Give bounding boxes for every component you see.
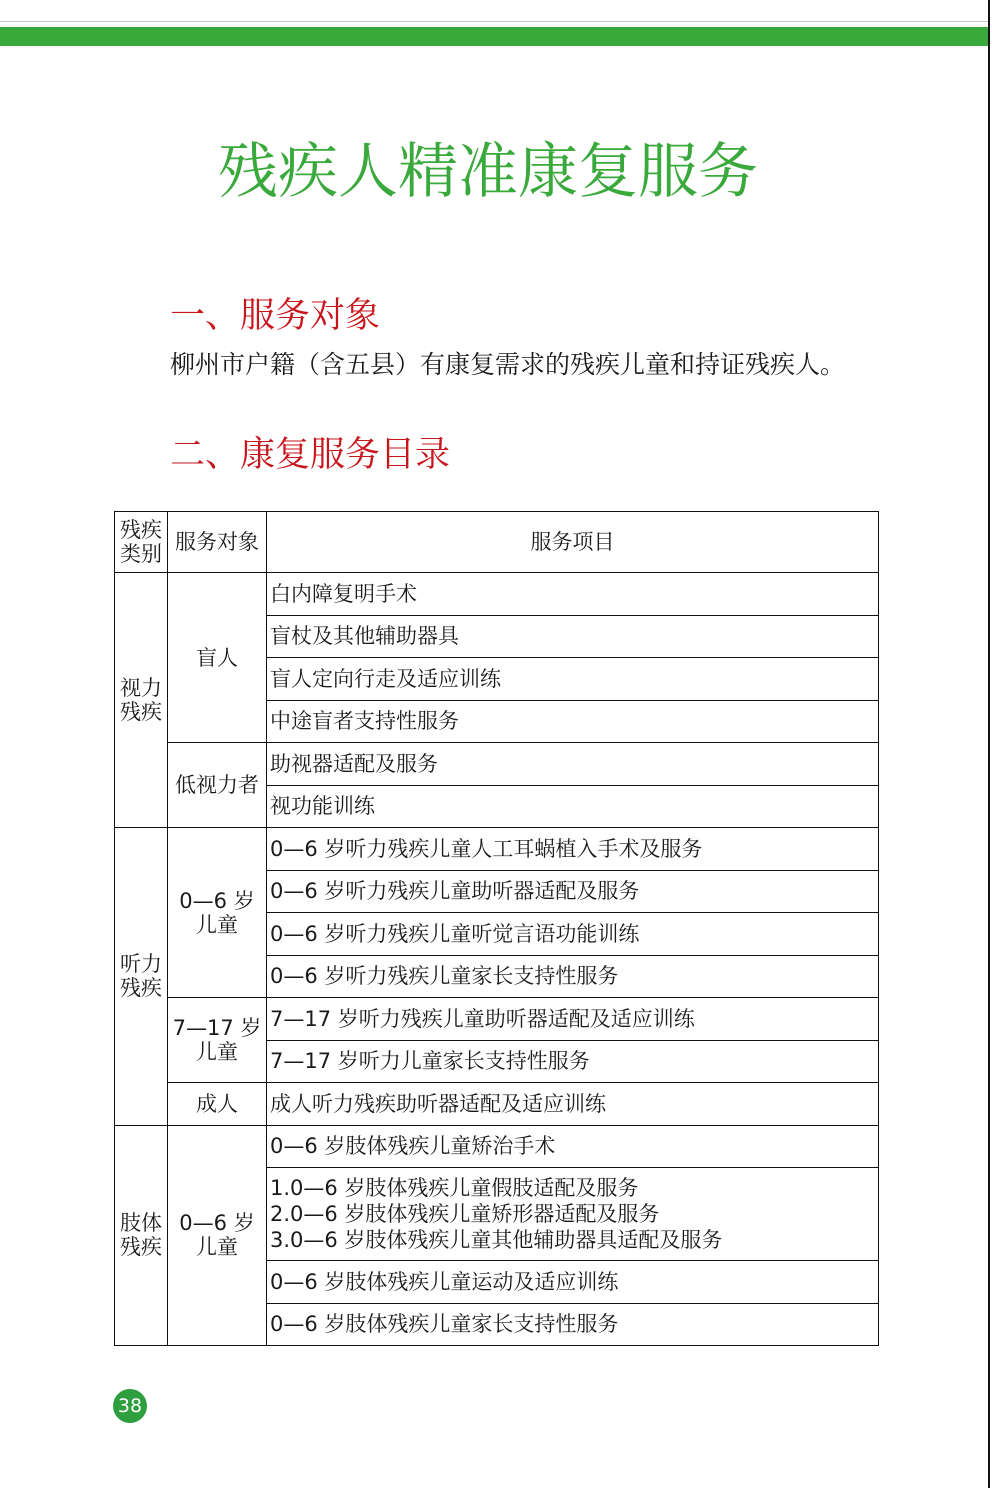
service-item-cell: 0—6 岁肢体残疾儿童矫治手术 <box>267 1125 879 1168</box>
header-disability-category: 残疾 类别 <box>115 512 168 573</box>
section-heading-service-target: 一、服务对象 <box>170 296 381 336</box>
service-target-cell: 0—6 岁 儿童 <box>168 1125 267 1346</box>
service-target-cell: 0—6 岁 儿童 <box>168 828 267 998</box>
service-target-cell: 7—17 岁 儿童 <box>168 998 267 1083</box>
disability-category-cell: 肢体 残疾 <box>115 1125 168 1346</box>
service-target-cell: 成人 <box>168 1083 267 1126</box>
service-item-cell: 中途盲者支持性服务 <box>267 700 879 743</box>
service-item-cell: 0—6 岁听力残疾儿童人工耳蜗植入手术及服务 <box>267 828 879 871</box>
table-row <box>115 998 879 1041</box>
table-row <box>115 573 879 616</box>
service-item-cell: 盲人定向行走及适应训练 <box>267 658 879 701</box>
service-item-cell: 视功能训练 <box>267 785 879 828</box>
service-item-cell: 0—6 岁听力残疾儿童家长支持性服务 <box>267 955 879 998</box>
table-row <box>115 828 879 871</box>
service-item-cell: 7—17 岁听力儿童家长支持性服务 <box>267 1040 879 1083</box>
header-service-item: 服务项目 <box>267 512 879 573</box>
service-item-line: 2.0—6 岁肢体残疾儿童矫形器适配及服务 <box>270 1202 660 1226</box>
service-item-line: 3.0—6 岁肢体残疾儿童其他辅助器具适配及服务 <box>270 1228 723 1252</box>
top-green-bar <box>0 27 989 46</box>
disability-category-cell: 听力 残疾 <box>115 828 168 1126</box>
disability-category-cell: 视力 残疾 <box>115 573 168 828</box>
service-target-cell: 盲人 <box>168 573 267 743</box>
service-item-cell: 0—6 岁听力残疾儿童助听器适配及服务 <box>267 870 879 913</box>
table-body <box>115 573 879 1346</box>
service-item-cell: 0—6 岁听力残疾儿童听觉言语功能训练 <box>267 913 879 956</box>
section-body-service-target: 柳州市户籍（含五县）有康复需求的残疾儿童和持证残疾人。 <box>170 350 846 379</box>
service-target-cell: 低视力者 <box>168 743 267 828</box>
service-item-cell: 白内障复明手术 <box>267 573 879 616</box>
table-row <box>115 1083 879 1126</box>
service-item-cell: 助视器适配及服务 <box>267 743 879 786</box>
service-catalog-table <box>114 511 879 1346</box>
service-item-cell: 7—17 岁听力残疾儿童助听器适配及适应训练 <box>267 998 879 1041</box>
top-divider-line <box>0 21 989 22</box>
page-right-edge <box>988 0 990 1488</box>
page-title: 残疾人精准康复服务 <box>218 137 758 207</box>
service-item-cell: 盲杖及其他辅助器具 <box>267 615 879 658</box>
section-heading-service-catalog: 二、康复服务目录 <box>170 435 451 475</box>
service-item-cell: 0—6 岁肢体残疾儿童运动及适应训练 <box>267 1261 879 1304</box>
table-row <box>115 1125 879 1168</box>
service-item-line: 1.0—6 岁肢体残疾儿童假肢适配及服务 <box>270 1176 639 1200</box>
page-number-badge: 38 <box>113 1389 147 1423</box>
service-item-cell: 0—6 岁肢体残疾儿童家长支持性服务 <box>267 1303 879 1346</box>
header-service-target: 服务对象 <box>168 512 267 573</box>
table-row <box>115 743 879 786</box>
table-header-row <box>115 512 879 573</box>
service-item-cell: 成人听力残疾助听器适配及适应训练 <box>267 1083 879 1126</box>
service-item-cell <box>267 1168 879 1261</box>
